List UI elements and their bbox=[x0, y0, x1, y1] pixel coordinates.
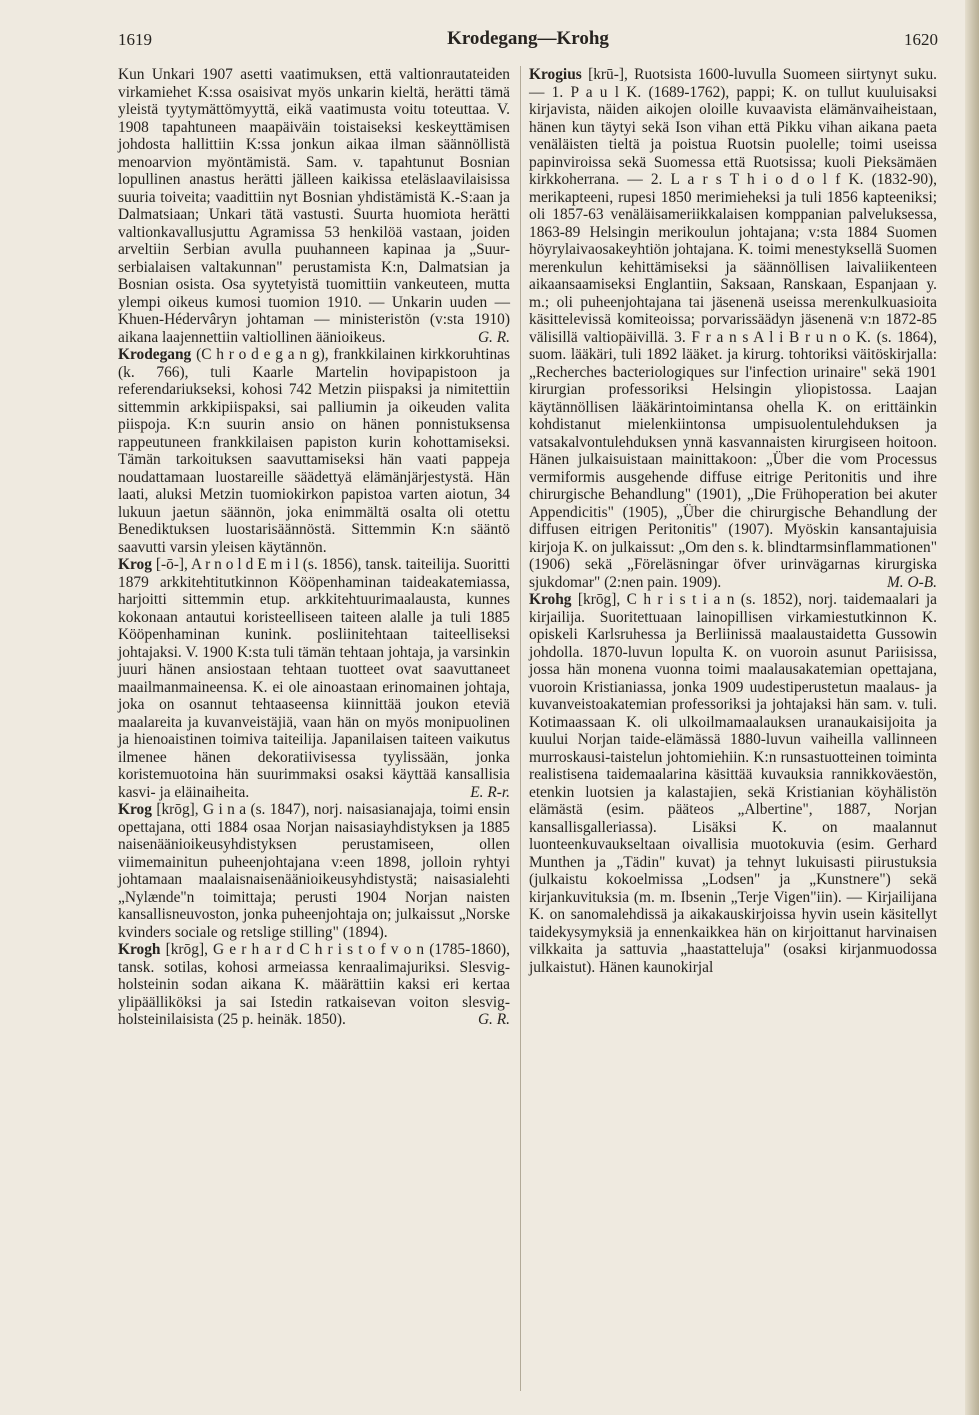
column-divider bbox=[520, 66, 521, 1391]
entry-text: [krōg], G i n a (s. 1847), norj. naisasianajaja, toimi ensin opettajana, otti 1884 osaa Norjan naisasiayhdistyksen ja 1885 naisenäänioikeusyhdistyksen perustamiseen, ollen viimemainitun puheenjohtajana v:een 1898, jolloin ryhtyi johtamaan maalaisnaisenäänioikeusyhdistystä; naisasialehti „Nylænde"n toimittaja; perusti 1904 Norjan naisten kansallisneuvoston, jonka puheenjohtaja on; julkaissut „Norske kvinders sociale og retslige stilling" (1894). bbox=[118, 801, 510, 941]
page-header bbox=[118, 28, 938, 58]
headword: Krogh bbox=[118, 941, 161, 958]
headword: Krodegang bbox=[118, 346, 192, 363]
entry-text: [krōg], C h r i s t i a n (s. 1852), norj. taidemaalari ja kirjailija. Suoritettuaan lainopillisen virkamiestutkinnon K. opiskeli Karlsruhessa ja Berliinissä maalaustaidetta Gussowin johdolla. 1870-luvun lopulta K. on vuoroin asunut Pariisissa, jossa hän monena vuonna toimi maalausakatemian opettajana, vuoroin Kristianiassa, jonka 1909 uudestiperustetun maalaus- ja kuvanveistoakatemian professoriksi ja johtajaksi hän sam. v. tuli. Kotimaassaan K. oli ulkoilmamaalauksen uranaukaisijoita ja kuului Norjan taide-elämässä 1880-luvun vaiheilla vallinneen murroskausi-taistelun johtomiehiin. K:n runsastuotteinen toiminta realistisena taidemaalarina käsittää kuvauksia rannikkoväestön, etenkin luotsien ja kalastajien, sekä Kristianian köyhälistön elämästä (esim. pääteos „Albertine", 1887, Norjan kansallisgalleriassa). Lisäksi K. on maalannut luonteenkuvaukseltaan oivallisia muotokuvia (esim. Gerhard Munthen ja „Tädin" kuvat) ja tehnyt lukuisasti piirustuksia (julkaistu kokoelmissa „Lodsen" ja „Kunstnere") sekä kirjankuvituksia (m. m. Ibsenin „Terje Vigen"iin). — Kirjailijana K. on sanomalehdissä ja aikakauskirjoissa hyvin usein käsitellyt taidekysymyksiä ja ennenkaikkea hän on kirjoittanut harvinaisen vilkkaita ja sattuvia „haastatteluja" (osaksi kirjanmuodossa julkaistut). Hänen kaunokirjal bbox=[529, 591, 937, 976]
entry-text: (C h r o d e g a n g), frankkilainen kirkkoruhtinas (k. 766), tuli Kaarle Martelin hovipapistoon ja referendariukseksi, kohosi 742 Metzin piispaksi ja nimitettiin sittemmin arkkipiispaksi, sai palliumin ja oikeuden valita piispoja. K:n suurin ansio on hänen ponnistuksensa rappeutuneen frankkilaisen papiston kurin kohottamiseksi. Tämän tarkoituksen saavuttamiseksi hän vaati pappeja noudattamaan luostareille säädettyä elämänjärjestystä. Hän laati, aluksi Metzin tuomiokirkon papistoa varten aiotun, 34 lukuun jaetun säännön, joka enimmältä osalta oli otettu Benediktuksen luostarisäännöstä. Sittemmin K:n sääntö saavutti varsin yleisen käytännön. bbox=[118, 346, 510, 556]
headword: Krohg bbox=[529, 591, 572, 608]
article-entry bbox=[118, 556, 510, 801]
page-number-right: 1620 bbox=[904, 30, 938, 49]
entry-text: Kun Unkari 1907 asetti vaatimuksen, että valtionrautateiden virkamiehet K:ssa osaisivat myös unkarin kieltä, herätti tämä yleistä tyytymättömyyttä, eikä vaatimusta voitu toteuttaa. V. 1908 tapahtuneen maapäiväin toistaiseksi keskeyttämisen johdosta hallittiin K:ssa jonkun aikaa ilman säännöllistä menoarvion myöntämistä. Sam. v. tapahtunut Bosnian lopullinen anastus herätti jälleen kaikissa eteläslaavilaisissa suuria toiveita; vaadittiin nyt Bosnian yhdistämistä K.-S:aan ja Dalmatsiaan; Unkari tätä vastusti. Suurta huomiota herätti valtionkavallusjuttu Agramissa 53 henkilöä vastaan, joiden arveltiin Serbian avulla puuhanneen kapinaa ja „Suur-serbialaisen valtakunnan" perustamista K:n, Dalmatsian ja Bosnian osista. Osa syytetyistä tuomittiin vankeuteen, mutta ylempi oikeus kumosi tuomion 1910. — Unkarin uuden — Khuen-Hédervâryn johtaman — ministeristön (v:sta 1910) aikana laajennettiin valtiollinen äänioikeus. bbox=[118, 66, 510, 346]
headword: Krog bbox=[118, 801, 152, 818]
author-signature: M. O-B. bbox=[886, 573, 937, 591]
headword: Krogius bbox=[529, 66, 582, 83]
article-entry bbox=[118, 346, 510, 556]
author-signature: E. R-r. bbox=[470, 783, 510, 801]
author-signature: G. R. bbox=[477, 328, 510, 346]
entry-text: [krū-], Ruotsista 1600-luvulla Suomeen siirtynyt suku. — 1. P a u l K. (1689-1762), pappi; K. on tullut kuuluisaksi kirjavista, näiden aikojen oloille kuvaavista elämänvaiheistaan, hänen kun täytyi sekä Ison vihan että Pikku vihan aikana paeta venäläisten tieltä ja poistua Ruotsin puolelle; toimi useissa papinviroissa sekä Suomessa että Ruotsissa; kuoli Pieksämäen kirkkoherrana. — 2. L a r s T h i o d o l f K. (1832-90), merikapteeni, rupesi 1850 merimieheksi ja tuli 1856 kapteeniksi; oli 1857-63 venäläisameriikkalaisen komppanian palveluksessa, 1863-89 Helsingin merikoulun johtajana; v:sta 1884 Suomen höyrylaivaosakeyhtiön johtajana. K. toimi menestyksellä Suomen merenkulun kehittämiseksi ja säännöllisen laivaliikenteen aikaansaamiseksi Englantiin, Saksaan, Ranskaan, Espanjaan y. m.; oli puheenjohtajana tai jäsenenä useissa merenkulkuasioita käsittelevissä komiteoissa; porvarissäädyn jäsenenä v:n 1872-85 välisillä valtiopäivillä. 3. F r a n s A l i B r u n o K. (s. 1864), suom. lääkäri, tuli 1892 lääket. ja kirurg. tohtoriksi väitöskirjalla: „Recherches bacteriologiques sur l'infection urinaire" sekä 1901 kirurgian professoriksi Helsingin yliopistossa. Laajan käytännöllisen lääkärintoimintansa ohella K. on erittäinkin kohdistanut mielenkiintonsa umpisuolentulehduksen ja vatsakalvontulehduksen ynnä kasvannaisten kirurgiseen hoitoon. Hänen julkaisuistaan mainittakoon: „Über die vom Processus vermiformis ausgehende diffuse eitrige Peritonitis und ihre chirurgische Behandlung" (1901), „Die Frühoperation bei akuter Appendicitis" (1905), „Über die chirurgische Behandlung der diffusen eitrigen Peritonitis" (1907). Myöskin kansantajuisia kirjoja K. on julkaissut: „Om den s. k. blindtarmsinflammationen" (1906) sekä „Föreläsningar öfver urinvägarnas kirurgiska sjukdomar" (2:nen pain. 1909). bbox=[529, 66, 937, 591]
entry-text: [-ō-], A r n o l d E m i l (s. 1856), tansk. taiteilija. Suoritti 1879 arkkitehtitutkinnon Kööpenhaminan taideakatemiassa, harjoitti sittemmin etup. arkkitehtuurimaalausta, kunnes kokonaan antautui koristeelliseen taiteen alalle ja tuli 1885 Kööpenhaminan kunink. posliinitehtaan taiteelliseksi johtajaksi. V. 1900 K:sta tuli tämän tehtaan johtaja, ja varsinkin juuri hänen ansiostaan tehtaan tuotteet ovat saavuttaneet maailmanmaineensa. K. ei ole ainoastaan erinomainen johtaja, joka on osannut tehtaaseensa kiinnittää joukon eteviä maalareita ja kuvanveistäjiä, vaan hän on myös monipuolinen ja hienoaistinen toimiva taiteilija. Japanilaisen taiteen vaikutus ilmenee hänen dekoratiivisessa tyylissään, jonka koristemuotoina hän suurimmaksi osaksi käyttää kansallisia kasvi- ja eläinaiheita. bbox=[118, 556, 510, 801]
page-edge bbox=[965, 0, 979, 1415]
right-column bbox=[529, 66, 937, 976]
running-title: Krodegang—Krohg bbox=[447, 28, 609, 49]
entry-text: [krōg], G e r h a r d C h r i s t o f v o n (1785-1860), tansk. sotilas, kohosi armeiassa kenraalimajuriksi. Slesvig-holsteinin sodan aikana K. määrättiin kaksi eri kertaa ylipäälliköksi ja sai Istedin ratkaisevan voiton slesvig-holsteinilaisista (25 p. heinäk. 1850). bbox=[118, 941, 510, 1028]
author-signature: G. R. bbox=[477, 1011, 510, 1028]
article-entry bbox=[118, 941, 510, 1029]
article-entry bbox=[529, 66, 937, 591]
article-entry bbox=[118, 801, 510, 941]
article-entry bbox=[529, 591, 937, 976]
page-number-left: 1619 bbox=[118, 30, 152, 49]
left-column bbox=[118, 66, 510, 1029]
headword: Krog bbox=[118, 556, 152, 573]
article-entry bbox=[118, 66, 510, 346]
